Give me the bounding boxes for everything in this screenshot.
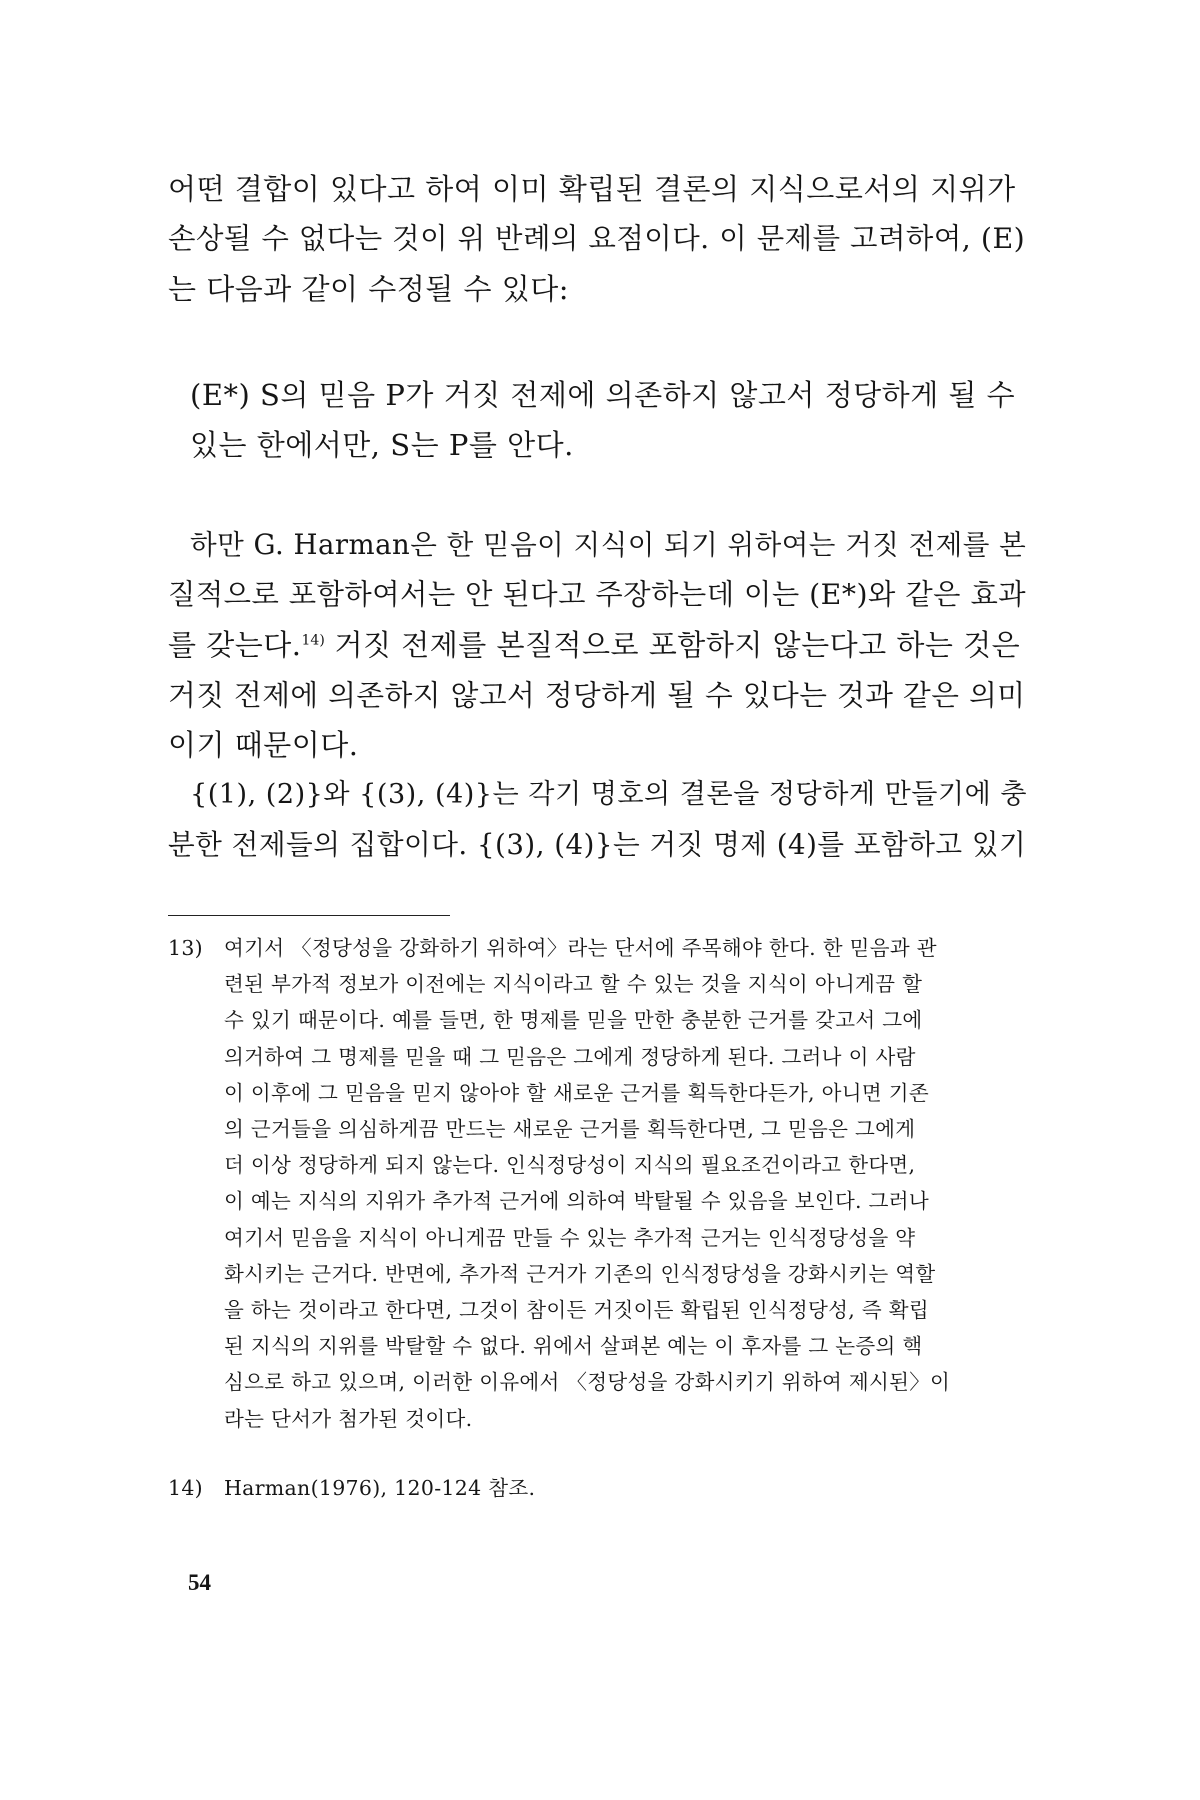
text-line: 분한 전제들의 집합이다. {(3), (4)}는 거짓 명제 (4)를 포함하고 있기 xyxy=(168,828,1027,861)
text-line: 을 하는 것이라고 한다면, 그것이 참이든 거짓이든 확립된 인식정당성, 즉 확립 xyxy=(224,1298,929,1323)
footnote-13 xyxy=(168,930,1030,1437)
text-line: 거짓 전제에 의존하지 않고서 정당하게 될 수 있다는 것과 같은 의미 xyxy=(168,678,1026,712)
text-line: (E*) S의 믿음 P가 거짓 전제에 의존하지 않고서 정당하게 될 수 xyxy=(190,378,1016,412)
text-line: 하만 G. Harman은 한 믿음이 지식이 되기 위하여는 거짓 전제를 본 xyxy=(190,529,1027,561)
text-line: 있는 한에서만, S는 P를 안다. xyxy=(190,428,574,462)
text-segment: 거짓 전제를 본질적으로 포함하지 않는다고 하는 것은 xyxy=(324,628,1021,662)
text-line: 이 이후에 그 믿음을 믿지 않아야 할 새로운 근거를 획득한다든가, 아니면 기존 xyxy=(224,1080,929,1105)
text-line: 의 근거들을 의심하게끔 만드는 새로운 근거를 획득한다면, 그 믿음은 그에게 xyxy=(224,1117,916,1142)
text-line: 된 지식의 지위를 박탈할 수 없다. 위에서 살펴본 예는 이 후자를 그 논증의 핵 xyxy=(224,1334,923,1359)
footnote-reference-14[interactable]: 14) xyxy=(301,632,325,649)
text-line: 화시키는 근거다. 반면에, 추가적 근거가 기존의 인식정당성을 강화시키는 역할 xyxy=(224,1261,936,1286)
text-line: 어떤 결합이 있다고 하여 이미 확립된 결론의 지식으로서의 지위가 xyxy=(168,172,1016,206)
text-line: 손상될 수 없다는 것이 위 반례의 요점이다. 이 문제를 고려하여, (E) xyxy=(168,222,1026,255)
footnote-14 xyxy=(168,1470,1030,1506)
text-line: 련된 부가적 정보가 이전에는 지식이라고 할 수 있는 것을 지식이 아니게끔 할 xyxy=(224,972,923,997)
text-line: Harman(1976), 120-124 참조. xyxy=(224,1476,536,1500)
text-line: 이 예는 지식의 지위가 추가적 근거에 의하여 박탈될 수 있음을 보인다. 그러나 xyxy=(224,1189,929,1214)
text-line: 이기 때문이다. xyxy=(168,728,359,762)
text-line: 의거하여 그 명제를 믿을 때 그 믿음은 그에게 정당하게 된다. 그러나 이 사람 xyxy=(224,1044,916,1069)
principle-e-star xyxy=(190,370,1030,470)
text-line: 여기서 믿음을 지식이 아니게끔 만들 수 있는 추가적 근거는 인식정당성을 약 xyxy=(224,1225,916,1250)
text-segment: 를 갖는다. xyxy=(168,628,302,662)
page-number: 54 xyxy=(188,1570,211,1595)
footnote-text xyxy=(224,1470,1030,1506)
footnote-number: 14) xyxy=(168,1476,203,1500)
paragraph-e-revision xyxy=(168,164,1030,314)
text-line: 수 있기 때문이다. 예를 들면, 한 명제를 믿을 만한 충분한 근거를 갖고서 그에 xyxy=(224,1008,923,1033)
footnote-number: 13) xyxy=(168,936,203,960)
paragraph-harman xyxy=(168,520,1030,870)
text-line xyxy=(168,620,1030,670)
text-line: 라는 단서가 첨가된 것이다. xyxy=(224,1406,473,1431)
text-line: 더 이상 정당하게 되지 않는다. 인식정당성이 지식의 필요조건이라고 한다면, xyxy=(224,1153,916,1178)
text-line: 는 다음과 같이 수정될 수 있다: xyxy=(168,272,570,306)
text-line: 질적으로 포함하여서는 안 된다고 주장하는데 이는 (E*)와 같은 효과 xyxy=(168,578,1027,611)
text-line: 여기서 〈정당성을 강화하기 위하여〉라는 단서에 주목해야 한다. 한 믿음과 관 xyxy=(224,936,937,960)
text-line: {(1), (2)}와 {(3), (4)}는 각기 명호의 결론을 정당하게 만들기에 충 xyxy=(190,779,1028,810)
footnote-divider xyxy=(168,915,450,916)
footnote-text xyxy=(224,930,1030,1437)
text-line: 심으로 하고 있으며, 이러한 이유에서 〈정당성을 강화시키기 위하여 제시된〉이 xyxy=(224,1370,951,1395)
